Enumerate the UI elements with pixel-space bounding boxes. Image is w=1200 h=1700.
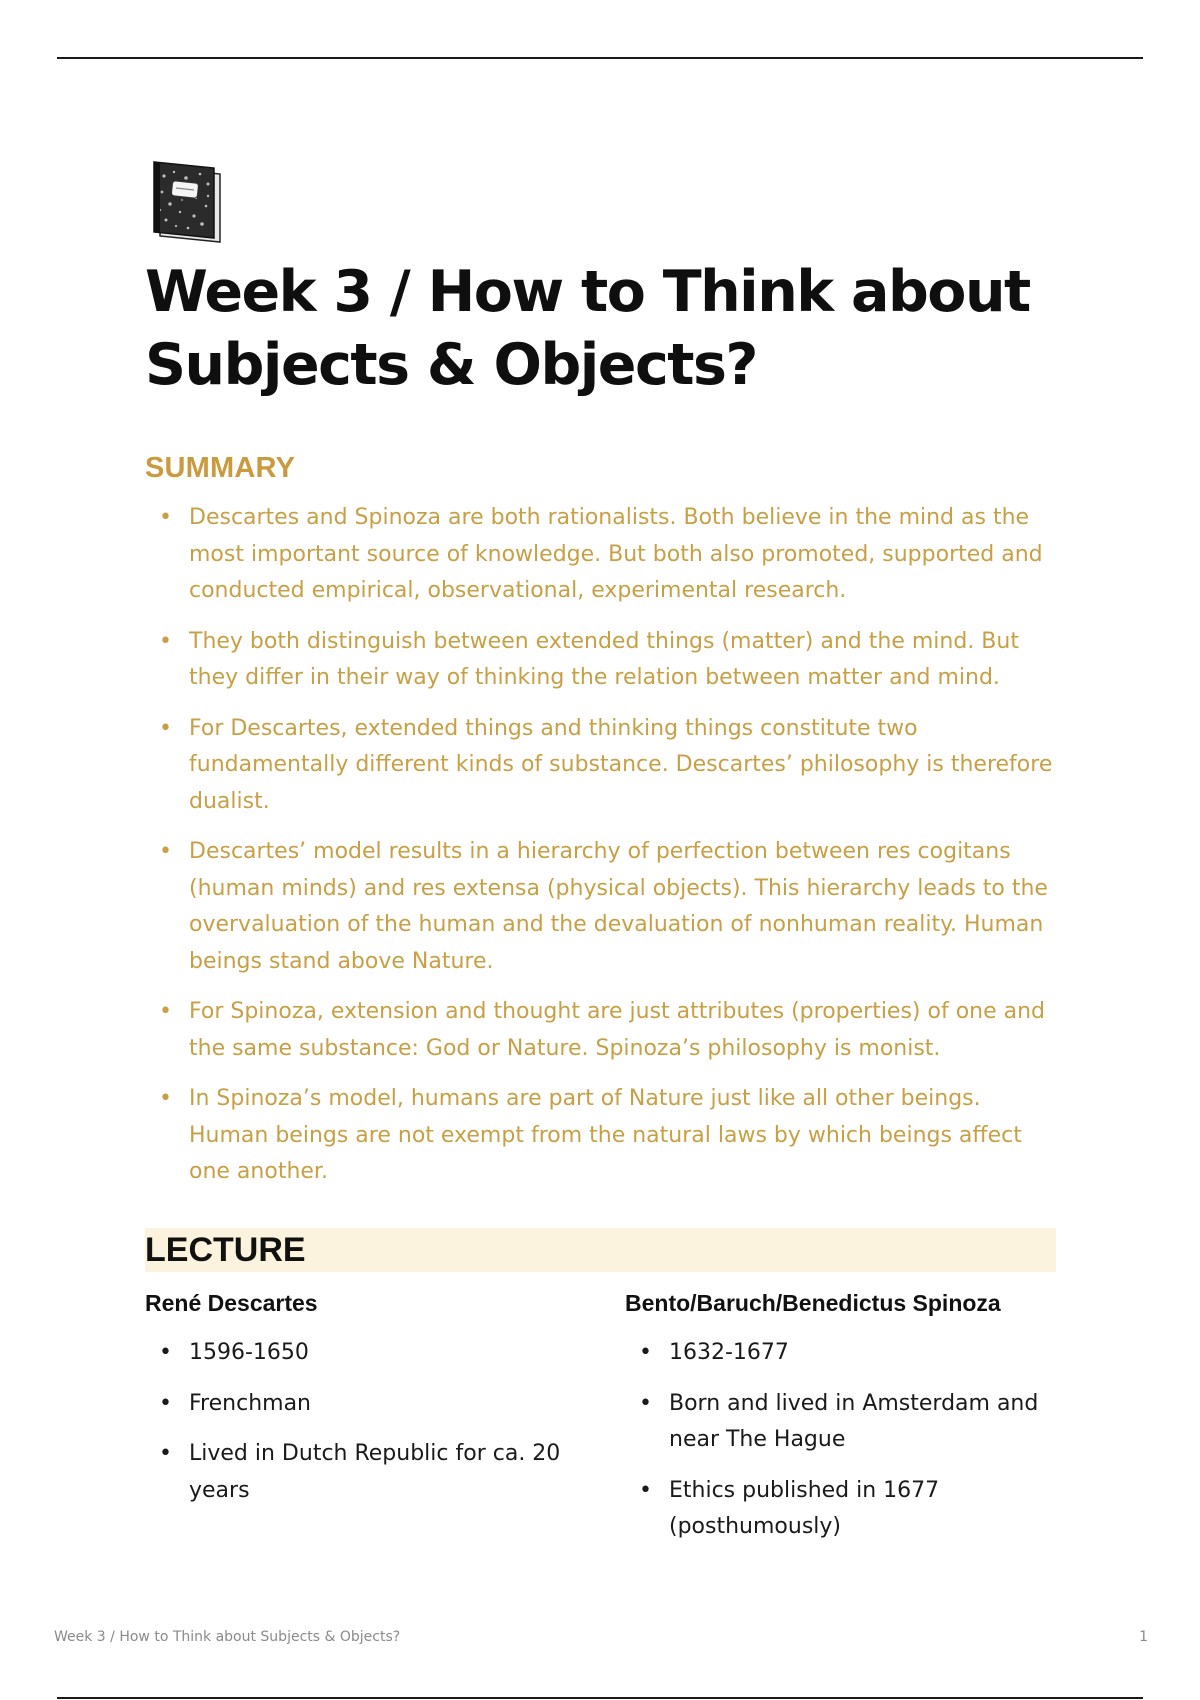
- spinoza-column-title: Bento/Baruch/Benedictus Spinoza: [625, 1290, 1001, 1316]
- list-item: • Born and lived in Amsterdam and near The Hague: [625, 1386, 1065, 1459]
- lecture-heading: LECTURE: [145, 1231, 306, 1269]
- list-item: • Frenchman: [145, 1386, 585, 1423]
- list-item: • Ethics published in 1677 (posthumously): [625, 1473, 1065, 1546]
- summary-item: • Descartes’ model results in a hierarchy of perfection between res cogitans (human minds) and res extensa (physical objects). This hierarchy leads to the overvaluation of the human and the devaluation of nonhuman reality. Human beings stand above Nature.: [145, 834, 1065, 980]
- spinoza-facts-list: [625, 1335, 1065, 1546]
- summary-item: • In Spinoza’s model, humans are part of Nature just like all other beings. Human beings are not exempt from the natural laws by which beings affect one another.: [145, 1081, 1065, 1191]
- summary-item: • They both distinguish between extended things (matter) and the mind. But they differ in their way of thinking the relation between matter and mind.: [145, 624, 1065, 697]
- bottom-rule: [57, 1697, 1143, 1699]
- summary-list: [145, 500, 1065, 1205]
- descartes-facts-list: [145, 1335, 585, 1509]
- list-item: • Lived in Dutch Republic for ca. 20 years: [145, 1436, 585, 1509]
- composition-notebook-icon: [150, 158, 228, 244]
- top-rule: [57, 57, 1143, 59]
- footer-document-title: Week 3 / How to Think about Subjects & Objects?: [54, 1629, 401, 1645]
- descartes-column: [145, 1285, 585, 1523]
- list-item: • 1632-1677: [625, 1335, 1065, 1372]
- spinoza-column: [625, 1285, 1065, 1560]
- summary-heading: SUMMARY: [145, 452, 296, 484]
- summary-item: • For Descartes, extended things and thinking things constitute two fundamentally different kinds of substance. Descartes’ philosophy is therefore dualist.: [145, 711, 1065, 821]
- footer-page-number: 1: [1139, 1629, 1148, 1645]
- summary-item: • For Spinoza, extension and thought are just attributes (properties) of one and the same substance: God or Nature. Spinoza’s philosophy is monist.: [145, 994, 1065, 1067]
- list-item: • 1596-1650: [145, 1335, 585, 1372]
- descartes-column-title: René Descartes: [145, 1290, 318, 1316]
- page-title: Week 3 / How to Think about Subjects & Objects?: [145, 259, 1030, 398]
- summary-item: • Descartes and Spinoza are both rationalists. Both believe in the mind as the most important source of knowledge. But both also promoted, supported and conducted empirical, observational, experimental research.: [145, 500, 1065, 610]
